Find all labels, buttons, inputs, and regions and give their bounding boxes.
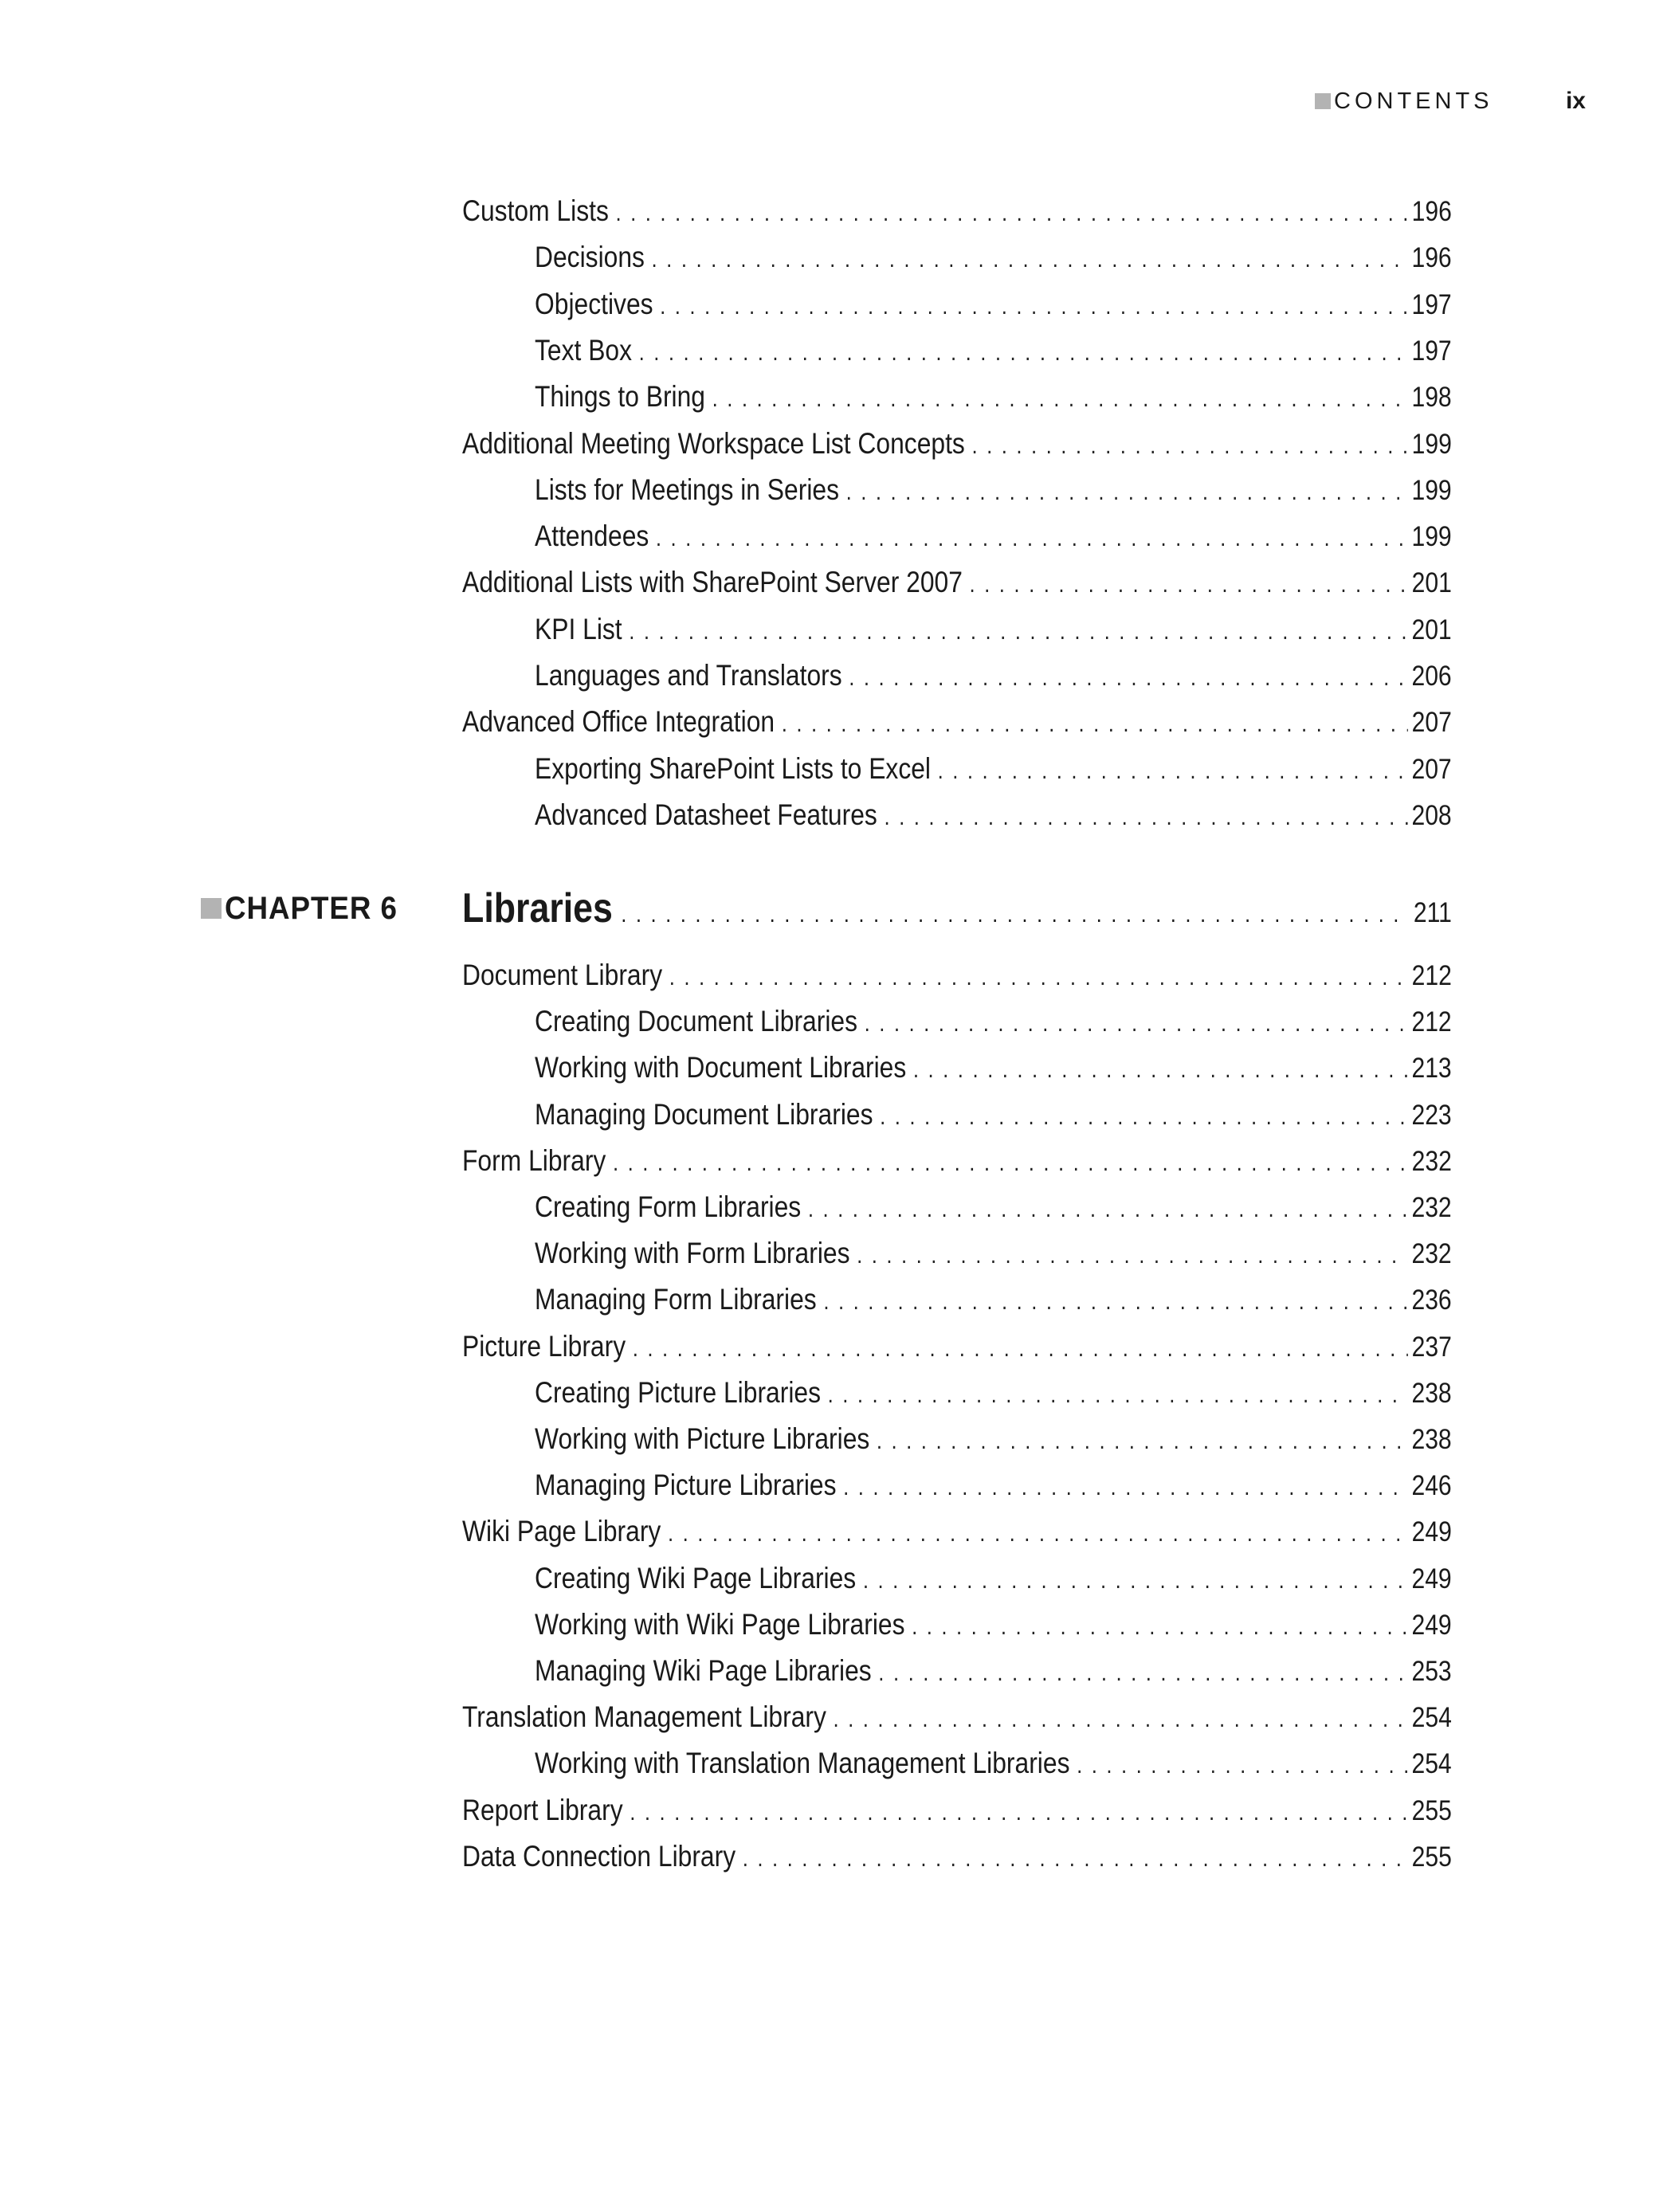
toc-entry-title: Advanced Datasheet Features — [535, 798, 877, 831]
toc-entry[interactable] — [462, 1141, 1452, 1181]
toc-entry-page: 201 — [1411, 567, 1452, 599]
toc-entry-title: Form Library — [462, 1143, 606, 1177]
toc-entry-title: KPI List — [535, 612, 622, 645]
toc-entry-page: 232 — [1411, 1238, 1452, 1270]
dot-leader — [652, 240, 1408, 280]
toc-entry[interactable] — [535, 331, 1452, 371]
toc-entry-title: Managing Form Libraries — [535, 1283, 817, 1316]
toc-entry[interactable] — [535, 237, 1452, 277]
toc-entry[interactable] — [462, 1512, 1452, 1551]
toc-entry-title: Things to Bring — [535, 380, 706, 414]
toc-entry-page: 249 — [1411, 1609, 1452, 1641]
toc-entry-page: 254 — [1411, 1748, 1452, 1780]
toc-entry-title: Additional Meeting Workspace List Concepts — [462, 426, 965, 460]
toc-entry[interactable] — [535, 1002, 1452, 1041]
dot-leader — [669, 958, 1408, 998]
dot-leader — [877, 1422, 1407, 1461]
chapter-title-row[interactable] — [462, 883, 1452, 934]
toc-entry-title: Working with Translation Management Libraries — [535, 1747, 1070, 1780]
toc-entry[interactable] — [462, 1790, 1452, 1830]
dot-leader — [971, 426, 1407, 466]
toc-entry-title: Advanced Office Integration — [462, 705, 775, 739]
toc-entry-title: Document Library — [462, 959, 663, 991]
dot-leader — [743, 1839, 1408, 1879]
toc-entry[interactable] — [462, 955, 1452, 995]
chapter-title: Libraries — [462, 885, 613, 931]
dot-leader — [668, 1514, 1408, 1554]
dot-leader — [884, 798, 1407, 837]
toc-entry[interactable] — [535, 1465, 1452, 1505]
dot-leader — [656, 519, 1407, 559]
toc-entry-page: 197 — [1411, 335, 1452, 367]
toc-entry-page: 213 — [1411, 1053, 1452, 1084]
toc-entry[interactable] — [535, 1743, 1452, 1783]
dot-leader — [712, 379, 1408, 419]
toc-entry[interactable] — [535, 1187, 1452, 1227]
dot-leader — [970, 565, 1408, 605]
toc-entry-title: Data Connection Library — [462, 1839, 736, 1873]
toc-entry-page: 198 — [1411, 382, 1452, 414]
toc-entry-page: 206 — [1411, 661, 1452, 692]
dot-leader — [913, 1050, 1407, 1090]
dot-leader — [633, 1329, 1408, 1369]
toc-entry-title: Decisions — [535, 241, 645, 274]
dot-leader — [616, 194, 1408, 233]
dot-leader — [878, 1653, 1407, 1693]
dot-leader — [621, 901, 1409, 928]
toc-entry-title: Wiki Page Library — [462, 1515, 661, 1548]
toc-entry[interactable] — [462, 191, 1452, 231]
toc-entry[interactable] — [535, 1048, 1452, 1088]
toc-entry-title: Creating Document Libraries — [535, 1005, 858, 1038]
toc-entry-title: Lists for Meetings in Series — [535, 473, 840, 506]
chapter-page: 211 — [1413, 897, 1452, 928]
toc-entry-page: 196 — [1411, 196, 1452, 227]
toc-entry-page: 207 — [1411, 753, 1452, 785]
toc-entry[interactable] — [535, 1559, 1452, 1598]
toc-entry[interactable] — [535, 1373, 1452, 1413]
toc-entry-page: 254 — [1411, 1702, 1452, 1734]
toc-entry[interactable] — [535, 377, 1452, 417]
dot-leader — [630, 1793, 1407, 1833]
toc-entry[interactable] — [535, 516, 1452, 556]
toc-entry-page: 212 — [1411, 1006, 1452, 1038]
dot-leader — [613, 1143, 1408, 1183]
dot-leader — [828, 1375, 1408, 1415]
toc-entry-page: 236 — [1411, 1284, 1452, 1316]
toc-entry-page: 238 — [1411, 1377, 1452, 1409]
toc-entry-title: Managing Picture Libraries — [535, 1469, 837, 1502]
toc-entry[interactable] — [535, 1605, 1452, 1645]
toc-entry[interactable] — [535, 470, 1452, 510]
toc-entry-page: 197 — [1411, 288, 1452, 320]
running-header-section: CONTENTS — [1334, 88, 1493, 114]
dot-leader — [808, 1190, 1407, 1230]
toc-entry[interactable] — [535, 1651, 1452, 1691]
toc-entry-page: 196 — [1411, 242, 1452, 274]
dot-leader — [938, 751, 1408, 791]
toc-entry-page: 207 — [1411, 707, 1452, 739]
toc-entry-page: 201 — [1411, 614, 1452, 645]
running-header — [1315, 86, 1586, 118]
toc-entry-page: 212 — [1411, 960, 1452, 991]
toc-entry-page: 208 — [1411, 799, 1452, 831]
toc-entry[interactable] — [535, 284, 1452, 324]
dot-leader — [857, 1236, 1407, 1276]
toc-entry-title: Report Library — [462, 1793, 623, 1826]
toc-entry-page: 249 — [1411, 1516, 1452, 1548]
toc-entry-page: 223 — [1411, 1099, 1452, 1131]
dot-leader — [846, 473, 1408, 512]
toc-entry[interactable] — [535, 656, 1452, 696]
toc-entry-page: 232 — [1411, 1192, 1452, 1223]
toc-entry-title: Languages and Translators — [535, 659, 842, 692]
dot-leader — [660, 287, 1407, 327]
page-number: ix — [1565, 88, 1586, 114]
dot-leader — [629, 612, 1407, 652]
toc-entry-title: Creating Picture Libraries — [535, 1375, 822, 1409]
toc-entry-page: 237 — [1411, 1331, 1452, 1363]
toc-entry-page: 255 — [1411, 1841, 1452, 1873]
dot-leader — [863, 1561, 1407, 1601]
toc-entry[interactable] — [535, 1233, 1452, 1273]
toc-entry-title: Managing Wiki Page Libraries — [535, 1654, 872, 1687]
toc-entry-page: 253 — [1411, 1656, 1452, 1687]
dot-leader — [834, 1700, 1408, 1739]
toc-entry-title: Translation Management Library — [462, 1700, 826, 1734]
dot-leader — [865, 1004, 1408, 1044]
toc-entry-title: Managing Document Libraries — [535, 1097, 873, 1131]
toc-entry-title: Working with Document Libraries — [535, 1051, 907, 1084]
toc-entry[interactable] — [535, 1095, 1452, 1135]
toc-entry-title: Working with Form Libraries — [535, 1237, 850, 1270]
chapter-marker-icon — [201, 898, 222, 919]
toc-entry-page: 199 — [1411, 474, 1452, 506]
toc-entry-title: Additional Lists with SharePoint Server 2007 — [462, 566, 963, 599]
toc-entry-title: Working with Wiki Page Libraries — [535, 1607, 905, 1641]
toc-entry[interactable] — [462, 424, 1452, 464]
dot-leader — [823, 1282, 1407, 1322]
dot-leader — [880, 1097, 1407, 1137]
toc-entry-title: Custom Lists — [462, 194, 609, 227]
toc-entry-page: 199 — [1411, 521, 1452, 553]
toc-entry[interactable] — [535, 749, 1452, 789]
toc-entry-title: Objectives — [535, 287, 653, 320]
toc-entry-title: Working with Picture Libraries — [535, 1422, 870, 1455]
toc-entry[interactable] — [535, 610, 1452, 649]
toc-entry-page: 238 — [1411, 1424, 1452, 1455]
dot-leader — [849, 658, 1407, 698]
toc-entry[interactable] — [462, 1837, 1452, 1877]
toc-entry-page: 232 — [1411, 1145, 1452, 1177]
toc-entry-title: Creating Wiki Page Libraries — [535, 1561, 857, 1594]
toc-entry[interactable] — [462, 1697, 1452, 1737]
section-marker-icon — [1315, 93, 1331, 109]
chapter-number: CHAPTER 6 — [225, 890, 398, 926]
toc-entry-title: Picture Library — [462, 1329, 626, 1363]
toc-entry-title: Exporting SharePoint Lists to Excel — [535, 751, 932, 785]
dot-leader — [1077, 1746, 1407, 1786]
dot-leader — [843, 1468, 1407, 1508]
dot-leader — [912, 1607, 1407, 1647]
toc-entry-page: 246 — [1411, 1470, 1452, 1502]
toc-entry-page: 249 — [1411, 1563, 1452, 1594]
chapter-label — [201, 884, 413, 932]
toc-entry-title: Text Box — [535, 333, 633, 367]
toc-entry[interactable] — [535, 1280, 1452, 1320]
toc-entry-title: Creating Form Libraries — [535, 1190, 802, 1223]
dot-leader — [639, 333, 1408, 373]
toc-entry[interactable] — [462, 563, 1452, 602]
dot-leader — [782, 704, 1408, 744]
toc-entry[interactable] — [462, 702, 1452, 742]
toc-entry-page: 255 — [1411, 1794, 1452, 1826]
toc-entry[interactable] — [462, 1327, 1452, 1367]
toc-entry[interactable] — [535, 1419, 1452, 1459]
toc-entry-title: Attendees — [535, 520, 649, 553]
toc-entry[interactable] — [535, 795, 1452, 835]
toc-entry-page: 199 — [1411, 428, 1452, 460]
